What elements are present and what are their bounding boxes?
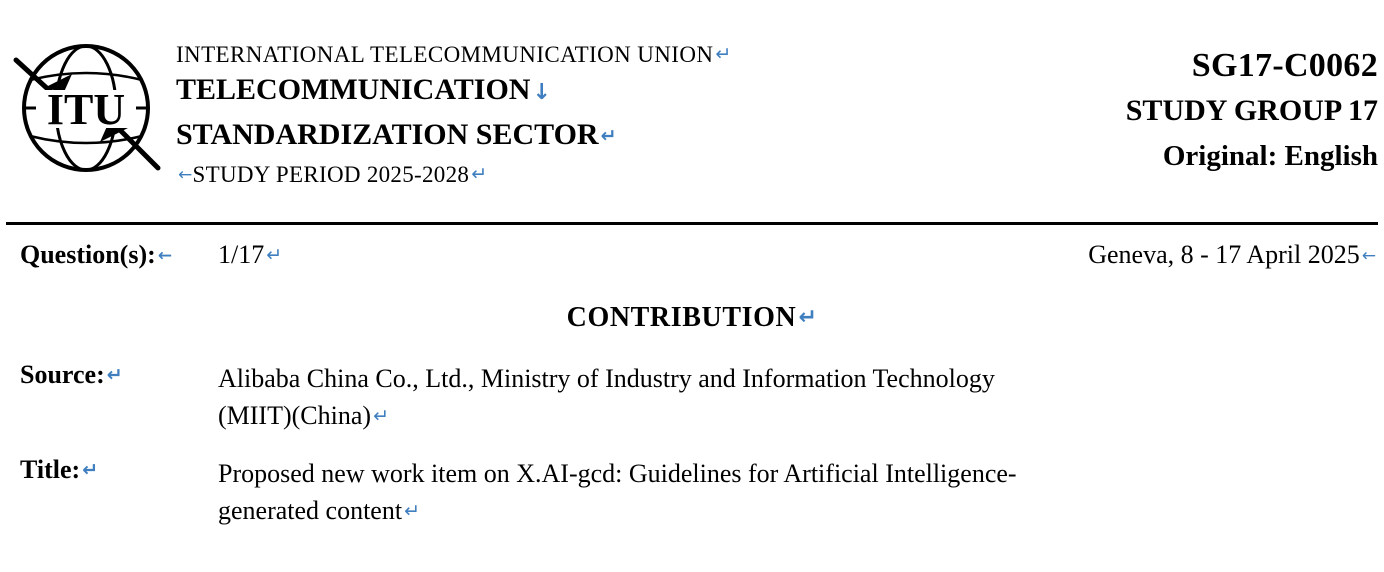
source-label-text: Source:	[20, 360, 105, 389]
source-label	[20, 360, 123, 390]
svg-text:ITU: ITU	[46, 85, 126, 134]
document-type-text: CONTRIBUTION	[566, 302, 797, 333]
study-period-text: STUDY PERIOD 2025-2028	[192, 162, 470, 187]
paragraph-mark-icon: ↵	[373, 405, 389, 427]
sector-line-2-text: STANDARDIZATION SECTOR	[176, 118, 599, 151]
title-label-text: Title:	[20, 455, 81, 484]
left-arrow-icon: ←	[178, 165, 193, 185]
header-divider	[6, 222, 1378, 225]
left-arrow-icon: ←	[1361, 246, 1376, 266]
paragraph-mark-icon: ↵	[106, 364, 123, 386]
source-value	[218, 360, 1318, 435]
sector-line-2	[176, 114, 732, 157]
paragraph-mark-icon: ↵	[798, 305, 818, 330]
document-type-title	[0, 302, 1384, 334]
document-identification-block	[1126, 44, 1378, 178]
question-label	[20, 240, 172, 270]
title-label	[20, 455, 98, 485]
paragraph-mark-icon: ↵	[266, 244, 283, 266]
paragraph-mark-icon: ↵	[404, 500, 420, 522]
title-value-line-2	[218, 492, 1318, 530]
question-label-text: Question(s):	[20, 240, 156, 269]
document-number: SG17-C0062	[1191, 47, 1378, 84]
meeting-location-date-text: Geneva, 8 - 17 April 2025	[1088, 240, 1360, 269]
paragraph-mark-icon: ↵	[471, 163, 488, 185]
down-arrow-icon: ↓	[532, 80, 551, 105]
document-header	[0, 0, 1384, 200]
paragraph-mark-icon: ↵	[82, 459, 99, 481]
paragraph-mark-icon: ↵	[600, 125, 617, 147]
question-row	[0, 240, 1384, 280]
organization-block	[176, 40, 732, 190]
source-value-line-2	[218, 397, 1318, 435]
sector-line-1-text: TELECOMMUNICATION	[176, 73, 531, 106]
study-group: STUDY GROUP 17	[1125, 94, 1378, 127]
itu-logo-icon	[10, 32, 162, 184]
title-value-line-1: Proposed new work item on X.AI-gcd: Guidelines for Artificial Intelligence-	[218, 459, 1017, 488]
left-arrow-icon: ←	[157, 246, 173, 266]
study-period	[176, 159, 732, 190]
organization-name-text: INTERNATIONAL TELECOMMUNICATION UNION	[176, 42, 714, 67]
source-value-line-2-text: (MIIT)(China)	[218, 401, 372, 430]
paragraph-mark-icon: ↵	[715, 43, 732, 65]
source-value-line-1: Alibaba China Co., Ltd., Ministry of Industry and Information Technology	[218, 364, 995, 393]
organization-name	[176, 40, 732, 69]
question-value-text: 1/17	[218, 240, 265, 269]
question-value	[218, 240, 282, 270]
original-language: Original: English	[1162, 140, 1378, 172]
sector-line-1	[176, 69, 732, 114]
meeting-location-date	[1088, 240, 1376, 270]
title-value-line-2-text: generated content	[218, 496, 403, 525]
title-value	[218, 455, 1318, 530]
